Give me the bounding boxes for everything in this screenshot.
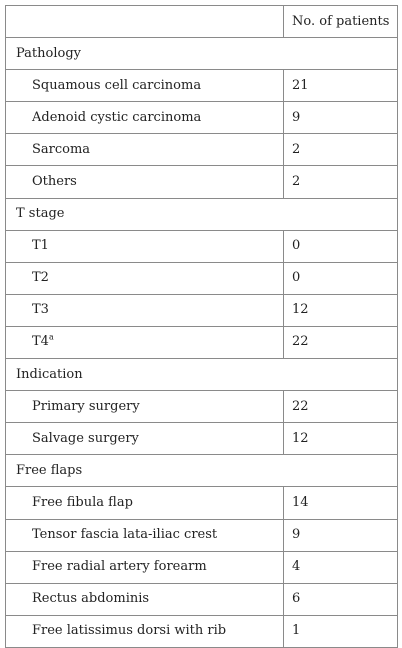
row-value: 9	[284, 519, 398, 551]
row-label-text: T4	[32, 334, 49, 350]
row-label: T1	[6, 230, 284, 262]
table-row	[6, 487, 398, 519]
row-label-with-footnote	[6, 326, 284, 358]
row-value: 22	[284, 391, 398, 423]
table-row	[6, 262, 398, 294]
table-row	[6, 294, 398, 326]
row-value: 4	[284, 551, 398, 583]
footnote-marker: a	[48, 333, 54, 343]
row-value: 22	[284, 326, 398, 358]
row-label: Free radial artery forearm	[6, 551, 284, 583]
row-value: 14	[284, 487, 398, 519]
row-label: T3	[6, 294, 284, 326]
row-value: 12	[284, 294, 398, 326]
section-title-pathology: Pathology	[6, 38, 398, 70]
table-row	[6, 230, 398, 262]
table-row	[6, 423, 398, 455]
section-title-indication: Indication	[6, 359, 398, 391]
row-value: 9	[284, 102, 398, 134]
section-row	[6, 359, 398, 391]
table-row	[6, 70, 398, 102]
row-label: Squamous cell carcinoma	[6, 70, 284, 102]
patient-characteristics-table	[5, 5, 398, 648]
header-blank-cell	[6, 6, 284, 38]
row-label: Free latissimus dorsi with rib	[6, 615, 284, 647]
section-title-free-flaps: Free flaps	[6, 455, 398, 487]
header-row	[6, 6, 398, 38]
row-value: 6	[284, 583, 398, 615]
table-row	[6, 102, 398, 134]
table-row	[6, 583, 398, 615]
row-value: 1	[284, 615, 398, 647]
header-patients-label: No. of patients	[284, 6, 398, 38]
row-value: 0	[284, 262, 398, 294]
table-row	[6, 519, 398, 551]
row-value: 21	[284, 70, 398, 102]
row-label: Adenoid cystic carcinoma	[6, 102, 284, 134]
table-row	[6, 326, 398, 358]
row-label: Tensor fascia lata-iliac crest	[6, 519, 284, 551]
row-label: Sarcoma	[6, 134, 284, 166]
section-row	[6, 455, 398, 487]
row-value: 2	[284, 134, 398, 166]
section-row	[6, 198, 398, 230]
row-label: Salvage surgery	[6, 423, 284, 455]
section-title-t-stage: T stage	[6, 198, 398, 230]
row-label: Free fibula flap	[6, 487, 284, 519]
row-value: 2	[284, 166, 398, 198]
row-label: Others	[6, 166, 284, 198]
row-label: Primary surgery	[6, 391, 284, 423]
row-label: T2	[6, 262, 284, 294]
table-row	[6, 134, 398, 166]
table-row	[6, 551, 398, 583]
section-row	[6, 38, 398, 70]
row-value: 0	[284, 230, 398, 262]
table-row	[6, 166, 398, 198]
row-value: 12	[284, 423, 398, 455]
table-row	[6, 391, 398, 423]
table-row	[6, 615, 398, 647]
row-label: Rectus abdominis	[6, 583, 284, 615]
